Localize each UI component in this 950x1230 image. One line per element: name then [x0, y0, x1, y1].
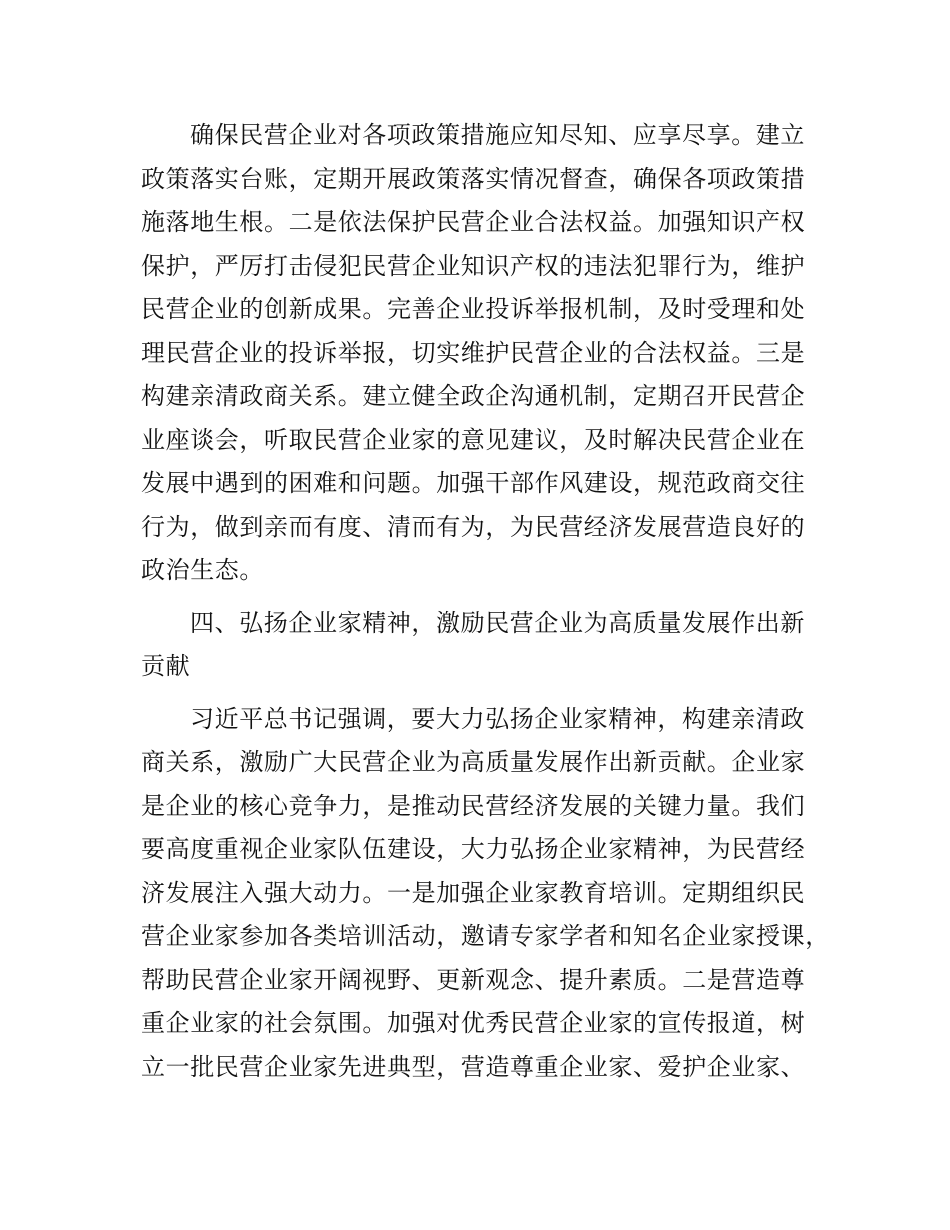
text-line: 民营企业的创新成果。完善企业投诉举报机制，及时受理和处: [141, 295, 806, 323]
text-line: 济发展注入强大动力。一是加强企业家教育培训。定期组织民: [141, 878, 806, 907]
text-line: 保护，严厉打击侵犯民营企业知识产权的违法犯罪行为，维护: [141, 251, 806, 280]
text-line: 立一批民营企业家先进典型，营造尊重企业家、爱护企业家、: [141, 1052, 806, 1081]
text-line: 政策落实台账，定期开展政策落实情况督查，确保各项政策措: [141, 164, 806, 193]
text-line: 构建亲清政商关系。建立健全政企沟通机制，定期召开民营企: [141, 382, 806, 410]
paragraph-entrepreneur-spirit: [141, 698, 830, 1090]
text-line: 发展中遇到的困难和问题。加强干部作风建设，规范政商交往: [141, 469, 806, 497]
heading-line: 四、弘扬企业家精神，激励民营企业为高质量发展作出新: [190, 608, 805, 637]
text-line: 重企业家的社会氛围。加强对优秀民营企业家的宣传报道，树: [141, 1009, 806, 1037]
text-line: 施落地生根。二是依法保护民营企业合法权益。加强知识产权: [141, 208, 806, 236]
text-line: 是企业的核心竞争力，是推动民营经济发展的关键力量。我们: [141, 791, 806, 820]
text-line: 理民营企业的投诉举报，切实维护民营企业的合法权益。三是: [141, 338, 806, 367]
document-body: [141, 114, 830, 1089]
text-line: 帮助民营企业家开阔视野、更新观念、提升素质。二是营造尊: [141, 965, 806, 994]
text-line: 业座谈会，听取民营企业家的意见建议，及时解决民营企业在: [141, 425, 806, 454]
text-line: 政治生态。: [141, 556, 264, 584]
text-line: 要高度重视企业家队伍建设，大力弘扬企业家精神，为民营经: [141, 835, 806, 863]
heading-line: 贡献: [141, 652, 191, 680]
text-line: 商关系，激励广大民营企业为高质量发展作出新贡献。企业家: [141, 748, 806, 776]
text-line: 行为，做到亲而有度、清而有为，为民营经济发展营造良好的: [141, 512, 806, 541]
text-line: 习近平总书记强调，要大力弘扬企业家精神，构建亲清政: [190, 704, 805, 733]
section-heading: [141, 602, 821, 689]
text-line: 营企业家参加各类培训活动，邀请专家学者和知名企业家授课，: [141, 922, 830, 950]
paragraph-policy-implementation: [141, 114, 821, 593]
text-line: 确保民营企业对各项政策措施应知尽知、应享尽享。建立: [190, 121, 805, 149]
